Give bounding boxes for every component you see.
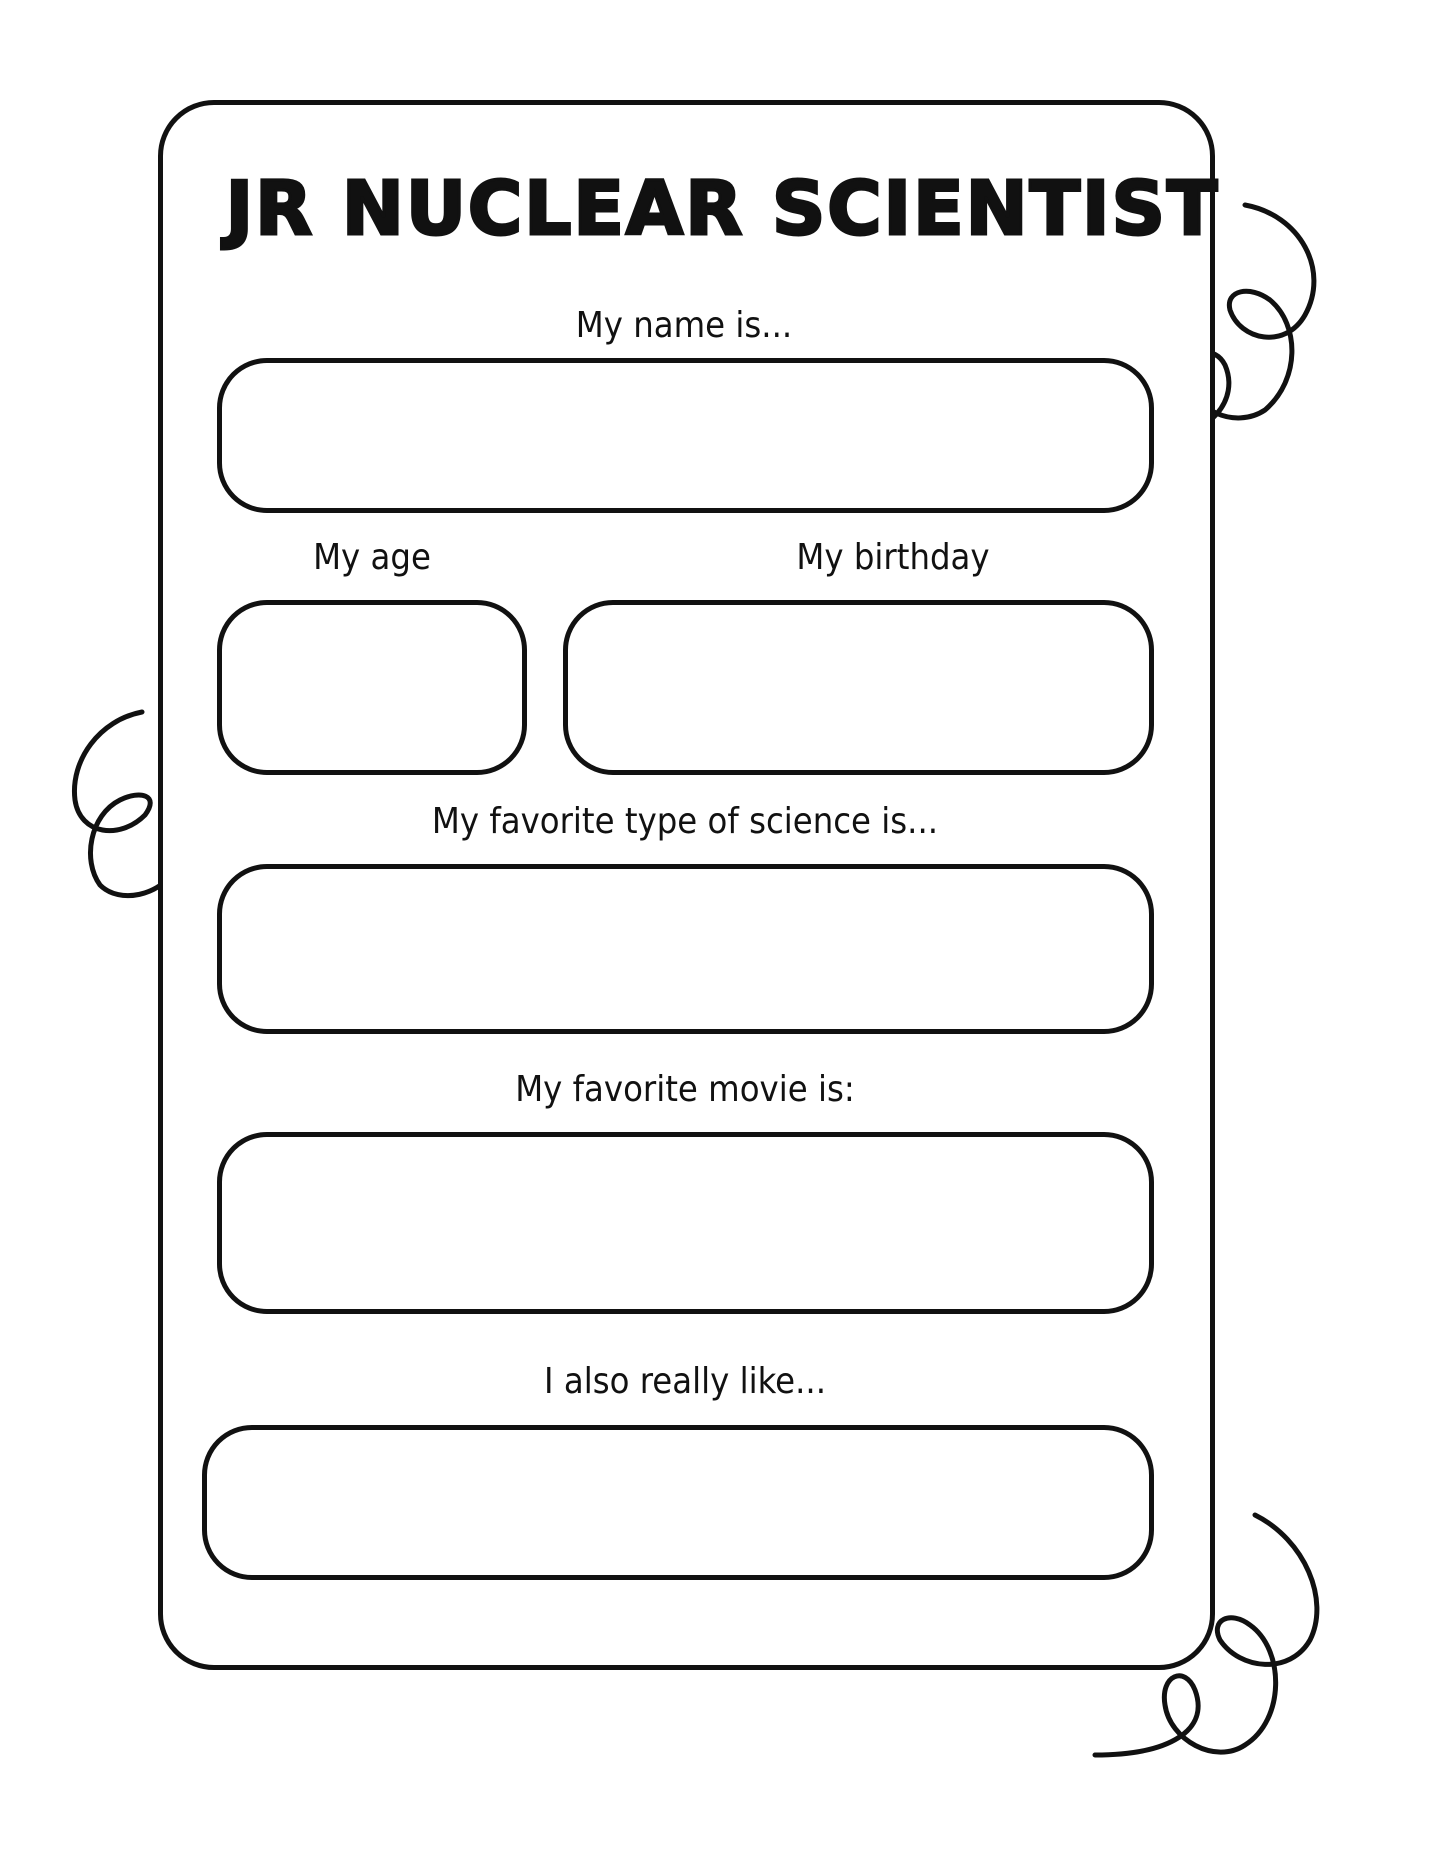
birthday-answer-box[interactable] [563,600,1154,775]
worksheet-title: JR NUCLEAR SCIENTIST [225,166,1220,252]
birthday-label: My birthday [796,537,990,578]
age-label: My age [313,537,431,578]
name-label: My name is... [575,305,793,346]
science-label: My favorite type of science is... [431,801,939,842]
science-answer-box[interactable] [217,864,1154,1034]
movie-answer-box[interactable] [217,1132,1154,1314]
also-like-label: I also really like... [543,1361,827,1402]
also-like-answer-box[interactable] [202,1425,1154,1580]
name-answer-box[interactable] [217,358,1154,513]
age-answer-box[interactable] [217,600,527,775]
movie-label: My favorite movie is: [515,1069,855,1110]
